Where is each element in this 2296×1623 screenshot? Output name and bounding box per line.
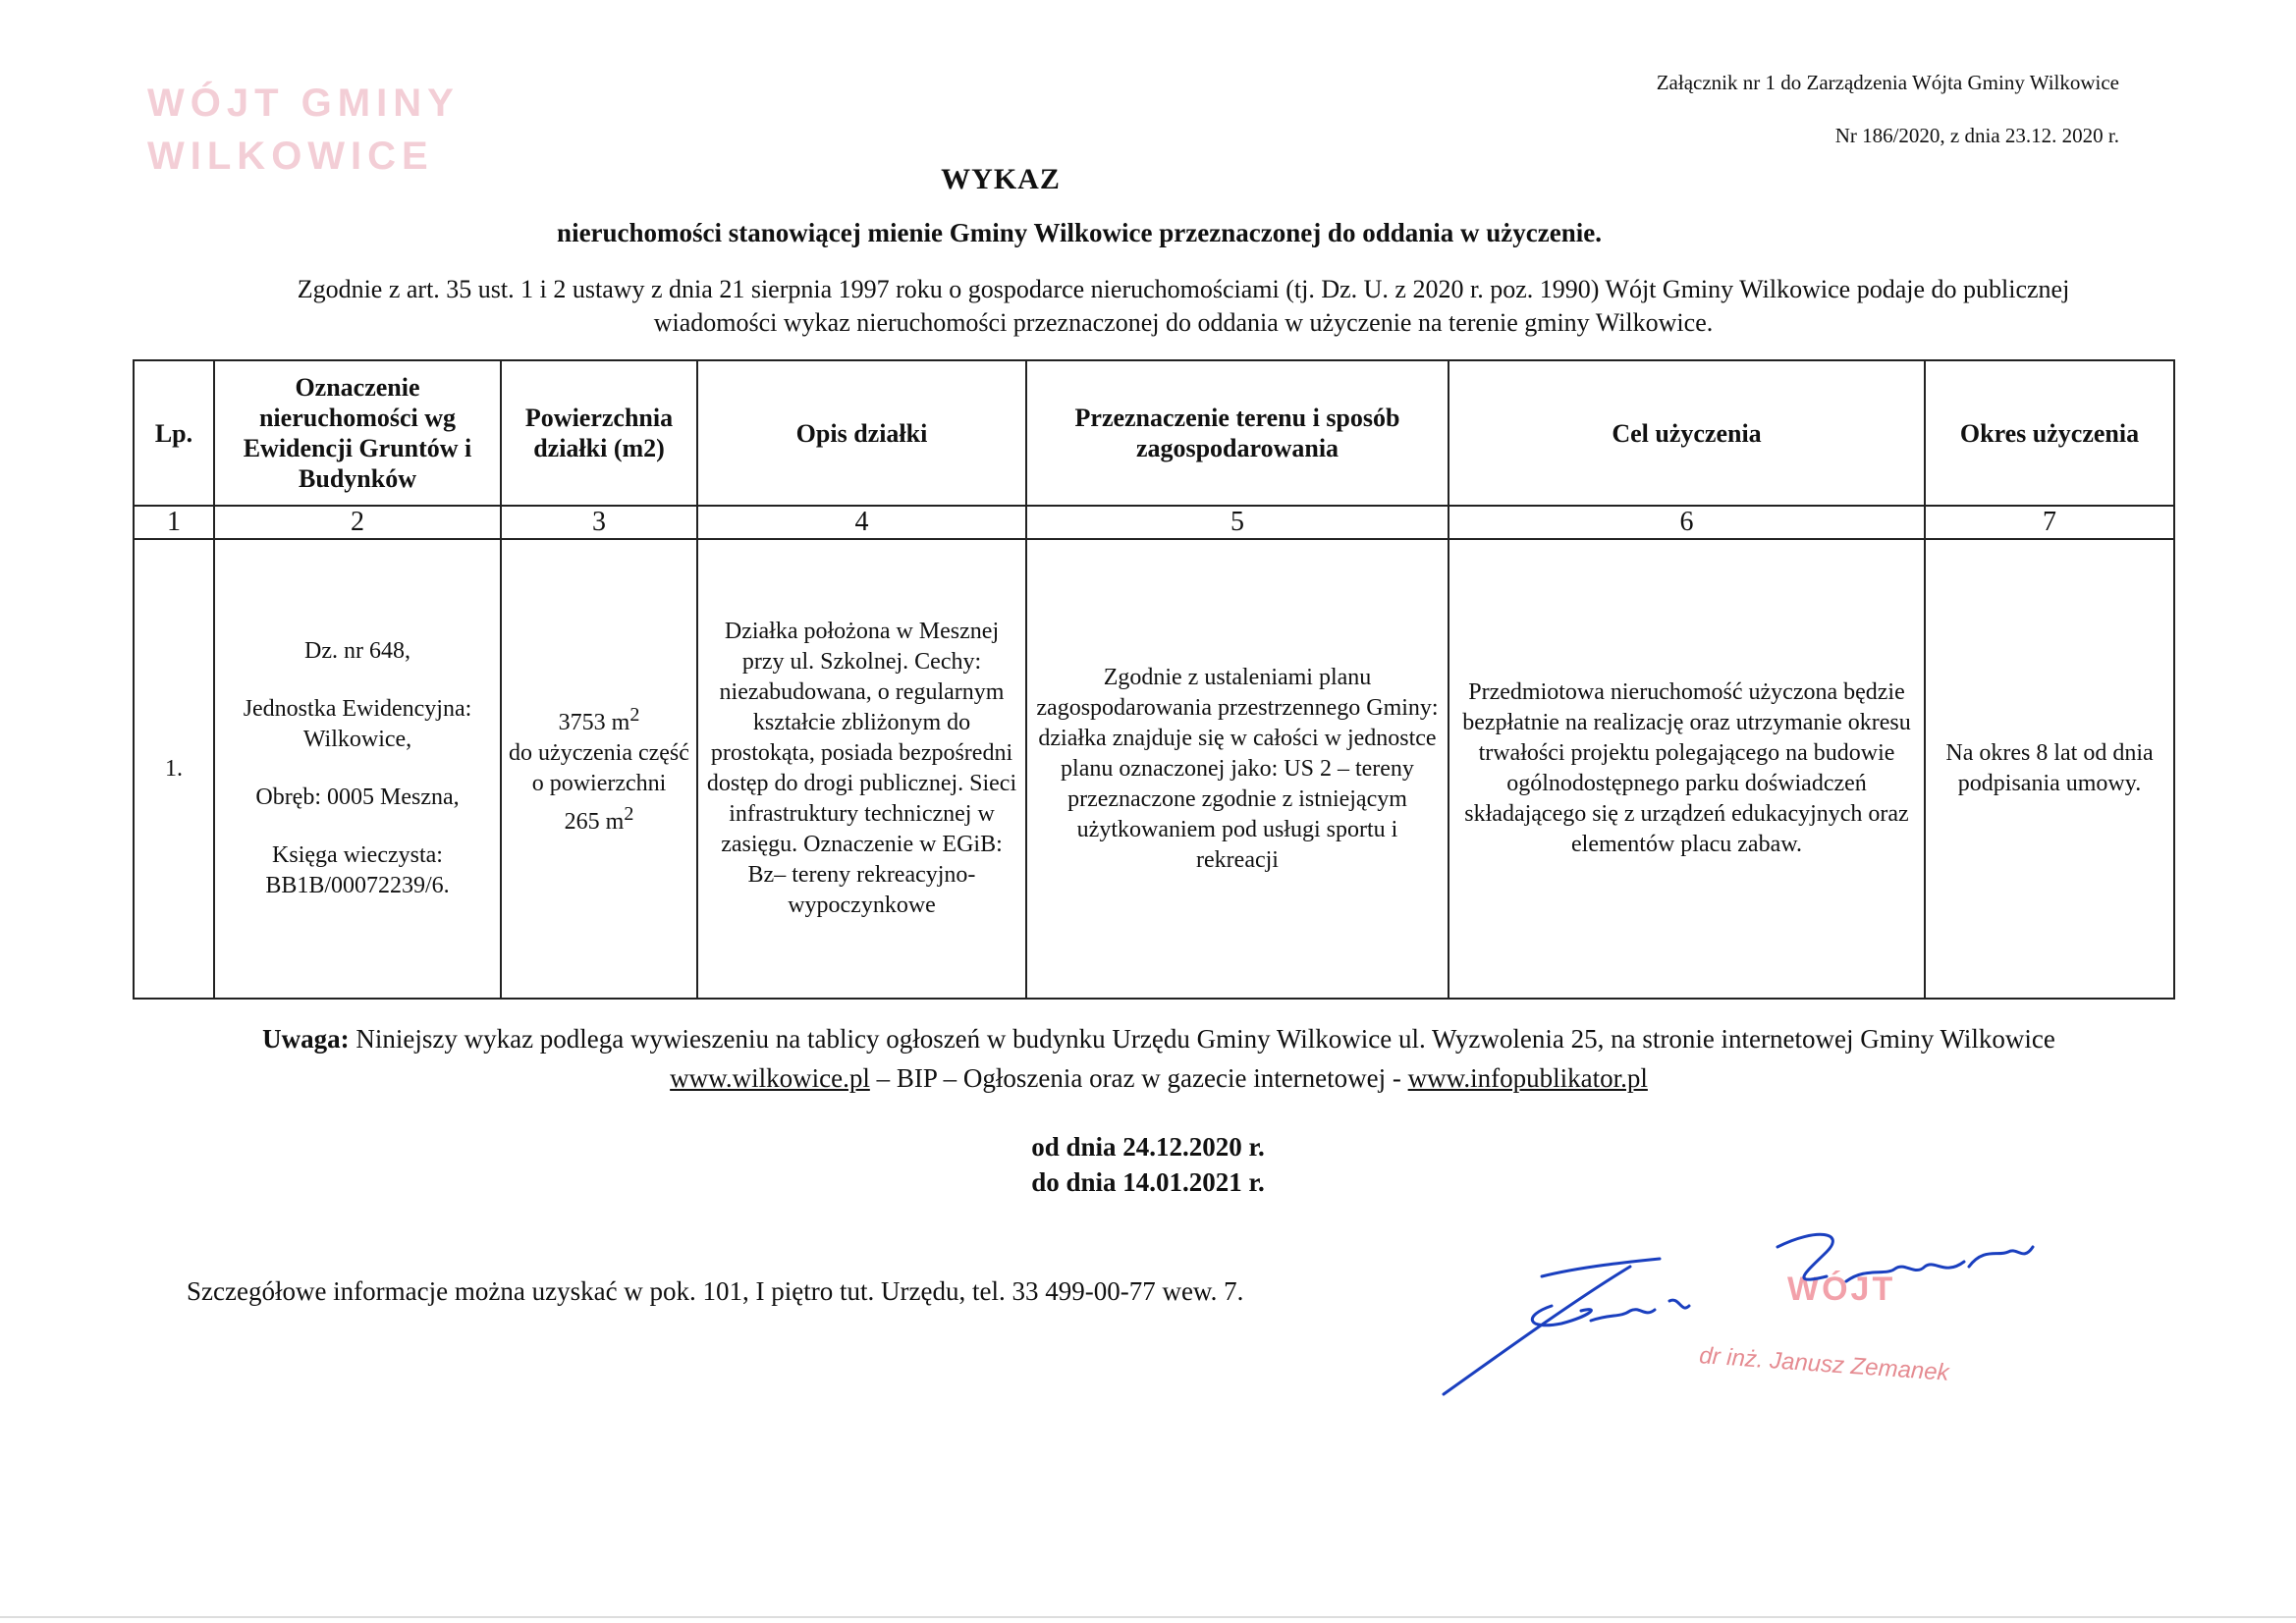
- area-part-value: 265: [564, 809, 600, 835]
- note-paragraph: [196, 1019, 2121, 1098]
- stamp-line-1: WÓJT GMINY: [147, 81, 460, 125]
- table-row: [134, 539, 2174, 999]
- column-number: 7: [1925, 506, 2174, 539]
- header-goal: Cel użyczenia: [1449, 360, 1925, 506]
- area-unit: m: [611, 710, 630, 735]
- cell-description: Działka położona w Mesznej przy ul. Szkolnej. Cechy: niezabudowana, o regularnym kształcie zbliżonym do prostokąta, posiada bezpośredni dostęp do drogi publicznej. Sieci infrastruktury technicznej w zasięgu. Oznaczenie w EGiB: Bz– tereny rekreacyjno-wypoczynkowe: [697, 539, 1026, 999]
- column-number-row: [134, 506, 2174, 539]
- handwritten-signature: [1434, 1208, 2082, 1424]
- cell-purpose: Zgodnie z ustaleniami planu zagospodarowania przestrzennego Gminy: działka znajduje się w całości w jednostce planu oznaczonej jako: US 2 – tereny przeznaczone zgodnie z istniejącym użytkowaniem pod usługi sportu i rekreacji: [1026, 539, 1449, 999]
- column-number: 1: [134, 506, 214, 539]
- column-number: 2: [214, 506, 501, 539]
- scan-edge: [0, 1616, 2296, 1618]
- attachment-line-1: Załącznik nr 1 do Zarządzenia Wójta Gminy Wilkowice: [1656, 71, 2119, 94]
- date-to: do dnia 14.01.2021 r.: [1031, 1167, 1265, 1197]
- cell-period: Na okres 8 lat od dnia podpisania umowy.: [1925, 539, 2174, 999]
- column-number: 6: [1449, 506, 1925, 539]
- note-text-2: – BIP – Ogłoszenia oraz w gazecie internetowej -: [876, 1063, 1401, 1093]
- stamp-line-2: WILKOWICE: [147, 135, 434, 178]
- header-purpose: Przeznaczenie terenu i sposób zagospodarowania: [1026, 360, 1449, 506]
- column-number: 4: [697, 506, 1026, 539]
- header-lp: Lp.: [134, 360, 214, 506]
- area-total-value: 3753: [558, 710, 606, 735]
- header-period: Okres użyczenia: [1925, 360, 2174, 506]
- area-part: [508, 799, 690, 838]
- link-wilkowice[interactable]: www.wilkowice.pl: [670, 1063, 870, 1093]
- note-text-1: Niniejszy wykaz podlega wywieszeniu na tablicy ogłoszeń w budynku Urzędu Gminy Wilkowice ul. Wyzwolenia 25, na stronie internetowej Gminy Wilkowice: [355, 1024, 2055, 1054]
- area-total: [508, 700, 690, 738]
- table-header-row: [134, 360, 2174, 506]
- column-number: 3: [501, 506, 697, 539]
- note-label: Uwaga:: [262, 1024, 350, 1054]
- column-number: 5: [1026, 506, 1449, 539]
- parcel-unit: Jednostka Ewidencyjna: Wilkowice,: [243, 696, 472, 752]
- area-part-description: do użyczenia część o powierzchni: [509, 740, 689, 796]
- signatory-name: dr inż. Janusz Zemanek: [1698, 1342, 1950, 1386]
- document-title: WYKAZ: [941, 163, 1061, 195]
- date-from: od dnia 24.12.2020 r.: [1031, 1132, 1265, 1162]
- area-unit-exponent: 2: [629, 704, 640, 726]
- document-subtitle: nieruchomości stanowiącej mienie Gminy Wilkowice przeznaczonej do oddania w użyczenie.: [557, 218, 1602, 247]
- parcel-number: Dz. nr 648,: [304, 638, 410, 664]
- area-unit-exponent-2: 2: [624, 803, 634, 825]
- parcel-precinct: Obręb: 0005 Meszna,: [255, 784, 460, 810]
- posting-dates: [0, 1129, 2296, 1200]
- cell-goal: Przedmiotowa nieruchomość użyczona będzie bezpłatnie na realizację oraz utrzymanie okresu trwałości projektu polegającego na budowie ogólnodostępnego parku doświadczeń składającego się z urządzeń edukacyjnych oraz elementów placu zabaw.: [1449, 539, 1925, 999]
- header-parcel-designation: Oznaczenie nieruchomości wg Ewidencji Gruntów i Budynków: [214, 360, 501, 506]
- intro-paragraph: Zgodnie z art. 35 ust. 1 i 2 ustawy z dnia 21 sierpnia 1997 roku o gospodarce nieruchomościami (tj. Dz. U. z 2020 r. poz. 1990) Wójt Gminy Wilkowice podaje do publicznej wiadomości wykaz nieruchomości przeznaczonej do oddania w użyczenie na terenie gminy Wilkowice.: [297, 275, 2070, 337]
- cell-area: [501, 539, 697, 999]
- header-area: Powierzchnia działki (m2): [501, 360, 697, 506]
- header-description: Opis działki: [697, 360, 1026, 506]
- area-unit-2: m: [605, 809, 625, 835]
- cell-parcel: [214, 539, 501, 999]
- link-infopublikator[interactable]: www.infopublikator.pl: [1407, 1063, 1648, 1093]
- cell-lp: 1.: [134, 539, 214, 999]
- property-table: [133, 359, 2175, 1000]
- wojt-stamp-label: WÓJT: [1787, 1271, 1896, 1308]
- attachment-line-2: Nr 186/2020, z dnia 23.12. 2020 r.: [1834, 124, 2119, 147]
- parcel-land-register: Księga wieczysta: BB1B/00072239/6.: [265, 842, 450, 898]
- contact-details: Szczegółowe informacje można uzyskać w pok. 101, I piętro tut. Urzędu, tel. 33 499-00-77 wew. 7.: [187, 1276, 1244, 1306]
